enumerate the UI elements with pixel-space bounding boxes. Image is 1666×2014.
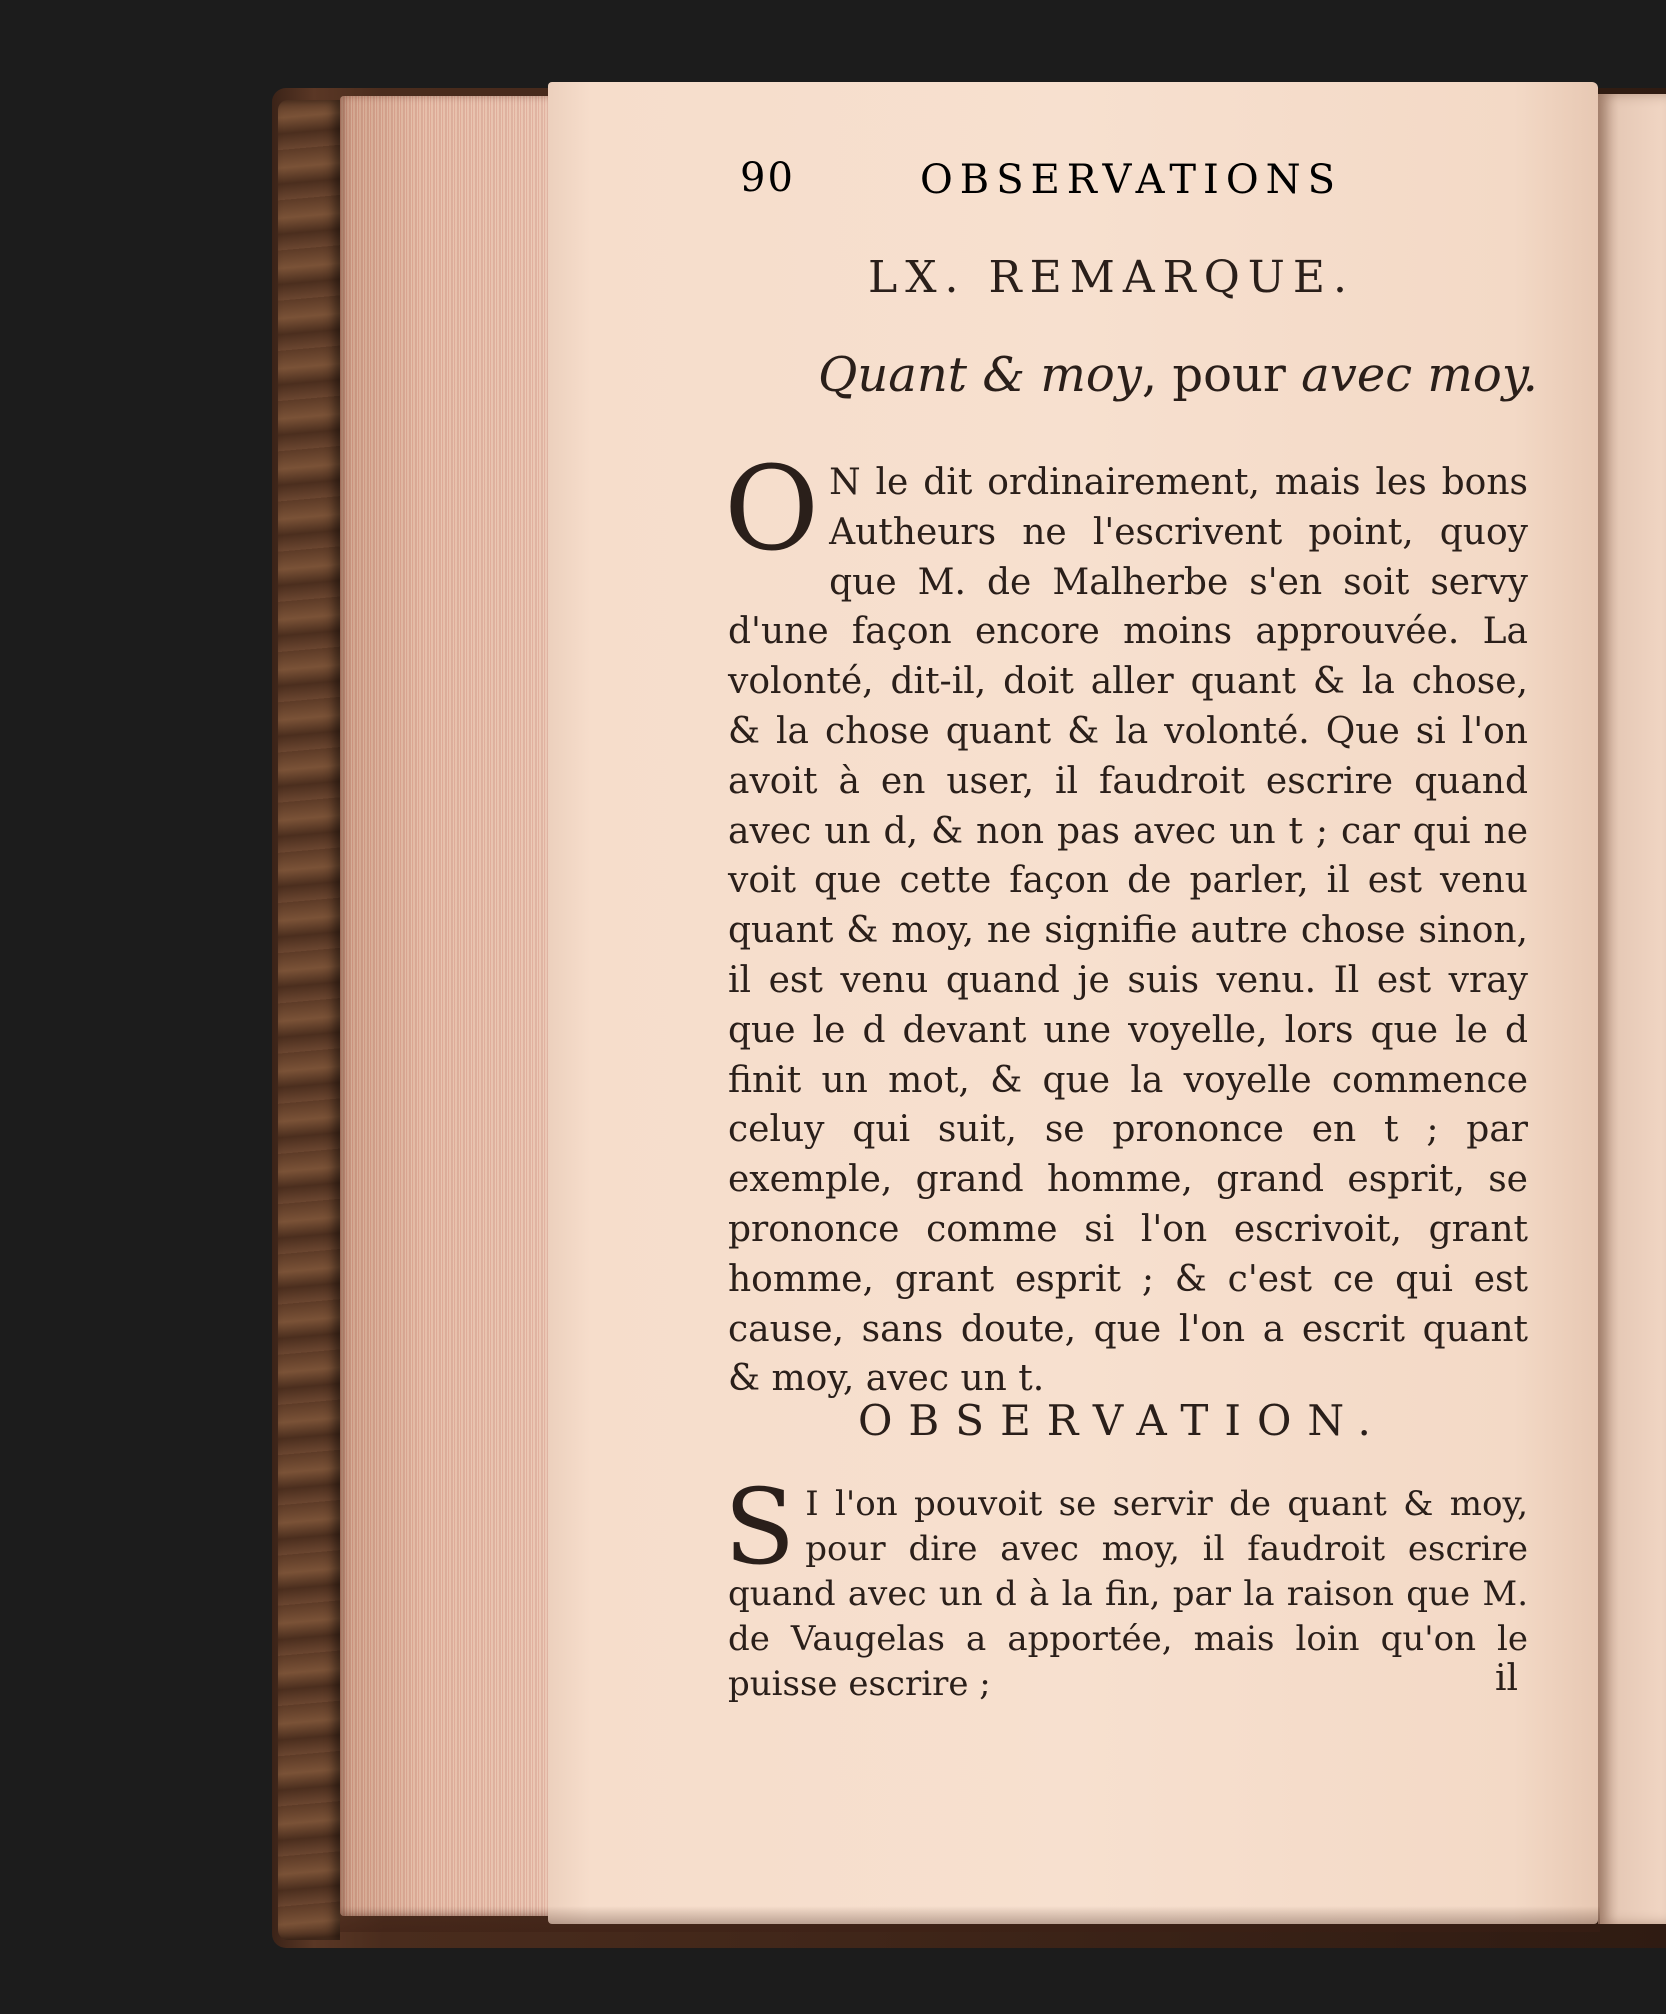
book-spine	[278, 100, 340, 1940]
subtitle-italic-2: avec moy.	[1301, 347, 1538, 403]
remark-heading: LX. REMARQUE.	[868, 252, 1355, 303]
paragraph-text: N le dit ordinairement, mais les bons Autheurs ne l'escrivent point, quoy que M. de Malherbe s'en soit servy d'une façon encore moins approuvée. La volonté, dit-il, doit aller quant & la chose, & la chose quant & la volonté. Que si l'on avoit à en user, il faudroit escrire quand avec un d, & non pas avec un t ; car qui ne voit que cette façon de parler, il est venu quant & moy, ne signifie autre chose sinon, il est venu quand je suis venu. Il est vray que le d devant une voyelle, lors que le d finit un mot, & que la voyelle commence celuy qui suit, se prononce en t ; par exemple, grand homme, grand esprit, se prononce comme si l'on escrivoit, grant homme, grant esprit ; & c'est ce qui est cause, sans doute, que l'on a escrit quant & moy, avec un t.	[728, 462, 1528, 1400]
page-bottom-shadow	[340, 1906, 1600, 1932]
remark-subtitle	[818, 347, 1538, 403]
drop-cap: O	[724, 442, 820, 577]
page-number: 90	[740, 155, 795, 201]
paragraph-text: I l'on pouvoit se servir de quant & moy, pour dire avec moy, il faudroit escrire quand avec un d à la fin, par la raison que M. de Vaugelas a apportée, mais loin qu'on le puisse escrire ;	[728, 1484, 1528, 1704]
facing-page	[1598, 94, 1666, 1924]
subtitle-roman: , pour	[1141, 347, 1302, 403]
observation-heading: OBSERVATION.	[858, 1396, 1387, 1445]
observation-paragraph	[724, 1466, 1528, 1707]
catchword: il	[1495, 1658, 1519, 1699]
drop-cap: S	[724, 1466, 796, 1588]
running-head	[740, 155, 1380, 205]
subtitle-italic-1: Quant & moy	[818, 347, 1142, 403]
page-edges	[340, 96, 552, 1916]
running-title: OBSERVATIONS	[920, 157, 1343, 203]
remark-paragraph	[724, 442, 1528, 1404]
